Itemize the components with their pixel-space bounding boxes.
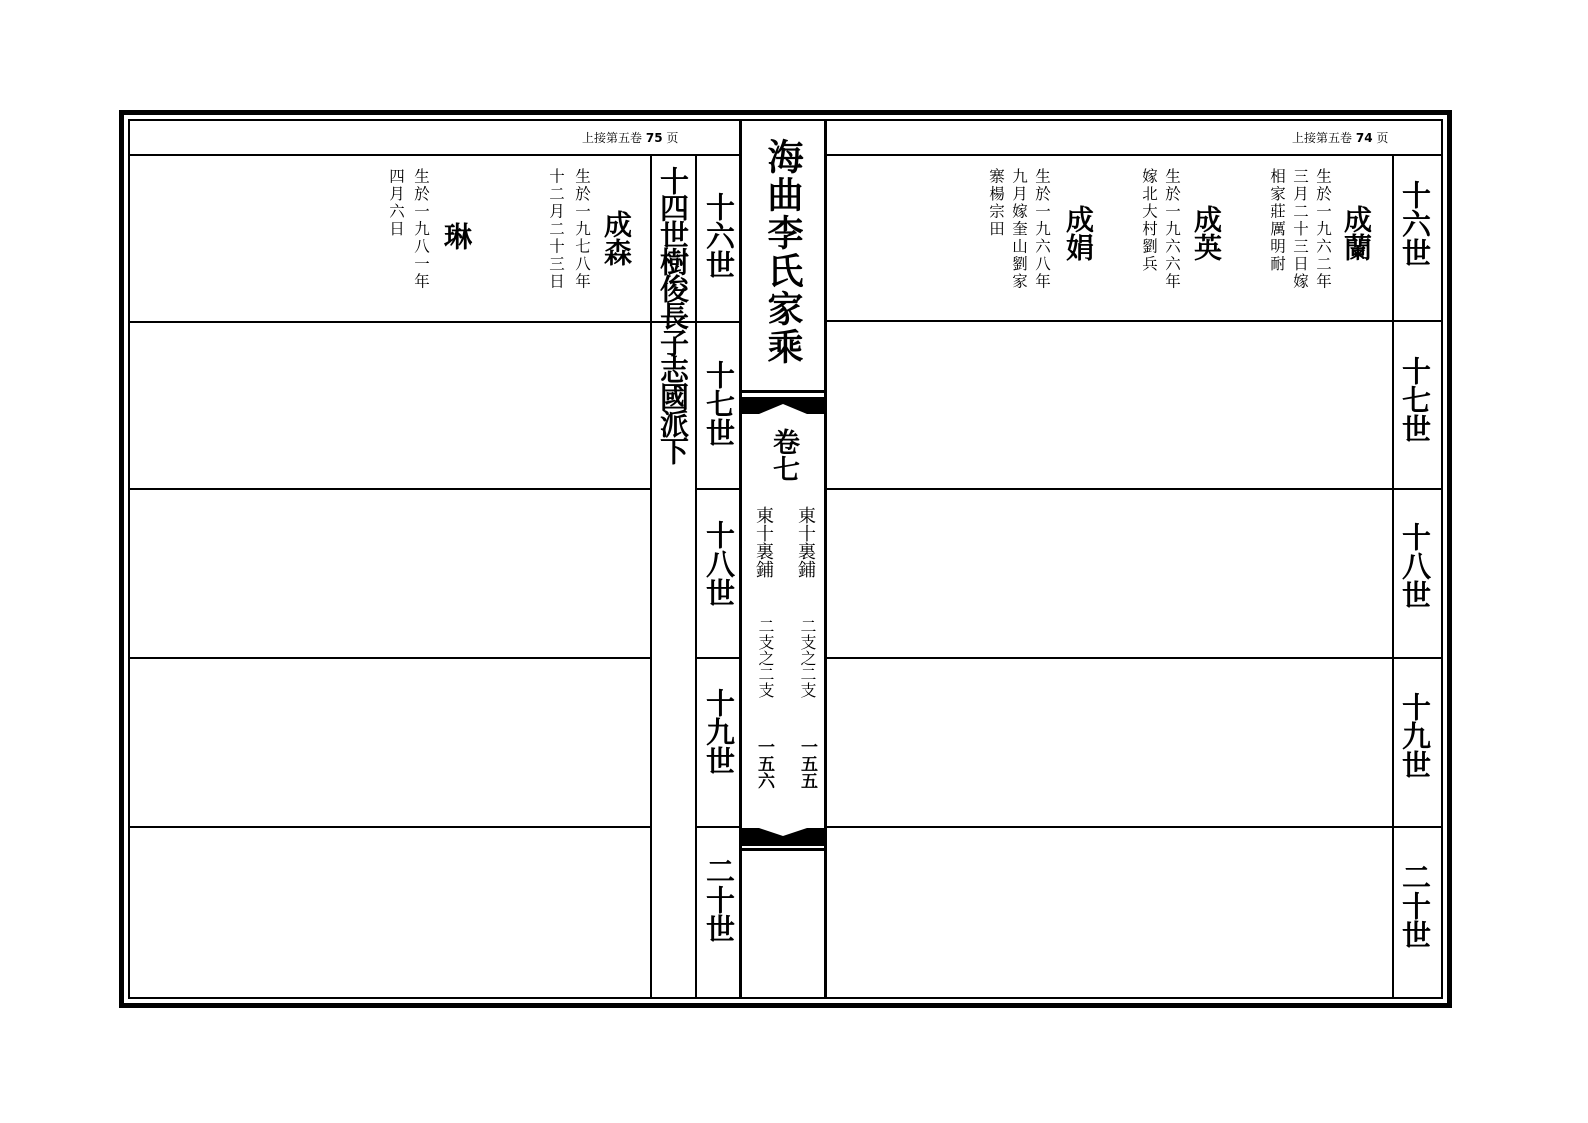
page-number-a: 一五五	[797, 738, 817, 789]
person-bio: 三月二十三日嫁	[1291, 168, 1309, 291]
right-generation-19: 十九世	[1398, 692, 1432, 779]
person-bio: 生於一九六二年	[1314, 168, 1332, 291]
right-generation-17: 十七世	[1398, 356, 1432, 443]
lineage-column-rule	[650, 154, 652, 999]
right-generation-column-rule	[1392, 154, 1394, 999]
right-generation-18: 十八世	[1398, 522, 1432, 609]
person-bio: 寨楊宗田	[987, 168, 1005, 238]
person-bio: 嫁北大村劉兵	[1140, 168, 1158, 273]
left-row-rule	[128, 826, 651, 828]
person-name: 琳	[440, 222, 473, 250]
spine-bottom-band	[742, 822, 824, 852]
person-name: 成英	[1190, 205, 1223, 261]
left-generation-17: 十七世	[702, 360, 736, 447]
spine-branch-a: 二支之二支	[798, 618, 817, 698]
person-bio: 十二月二十三日	[547, 168, 565, 291]
left-row-rule	[128, 488, 651, 490]
left-generation-20: 二十世	[702, 856, 736, 943]
right-row-rule	[826, 320, 1443, 322]
lineage-label: 十四世樹俊長子志國派下	[656, 166, 690, 463]
spine-place-b: 東十裏鋪	[753, 506, 774, 578]
page-number-b: 一五六	[754, 738, 774, 789]
left-row-rule	[696, 488, 742, 490]
right-header-prefix: 上接第五卷	[1292, 131, 1353, 145]
person-name: 成娟	[1062, 205, 1095, 261]
right-row-rule	[826, 657, 1443, 659]
person-name: 成蘭	[1340, 205, 1373, 261]
left-header-prefix: 上接第五卷	[582, 131, 643, 145]
person-bio: 九月嫁奎山劉家	[1010, 168, 1028, 291]
volume-label: 卷七	[768, 428, 799, 482]
left-generation-18: 十八世	[702, 520, 736, 607]
person-bio: 相家莊厲明耐	[1268, 168, 1286, 273]
left-generation-16: 十六世	[702, 192, 736, 279]
spine-right-rule	[824, 119, 827, 999]
person-bio: 生於一九六六年	[1163, 168, 1181, 291]
person-name: 成森	[600, 210, 633, 266]
left-row-rule	[128, 657, 651, 659]
right-header-number: 74	[1355, 131, 1373, 145]
right-header-rule	[826, 154, 1443, 156]
right-row-rule	[826, 826, 1443, 828]
left-page-header	[582, 129, 678, 146]
generation-column-rule	[695, 154, 697, 999]
left-row-rule	[696, 826, 742, 828]
person-bio: 生於一九六八年	[1033, 168, 1051, 291]
person-bio: 生於一九八一年	[412, 168, 430, 291]
spine-top-band	[742, 390, 824, 416]
right-row-rule	[826, 488, 1443, 490]
left-header-number: 75	[645, 131, 663, 145]
right-generation-20: 二十世	[1398, 862, 1432, 949]
spine-branch-b: 二支之二支	[756, 618, 775, 698]
left-header-suffix: 页	[666, 131, 679, 145]
person-bio: 四月六日	[387, 168, 405, 238]
right-generation-16: 十六世	[1398, 180, 1432, 267]
right-header-suffix: 页	[1376, 131, 1389, 145]
spine-place-a: 東十裏鋪	[795, 506, 816, 578]
spine-left-rule	[739, 119, 742, 999]
person-bio: 生於一九七八年	[573, 168, 591, 291]
left-generation-19: 十九世	[702, 688, 736, 775]
book-title: 海曲李氏家乘	[762, 138, 804, 366]
left-row-rule	[696, 657, 742, 659]
right-page-header	[1292, 129, 1388, 146]
